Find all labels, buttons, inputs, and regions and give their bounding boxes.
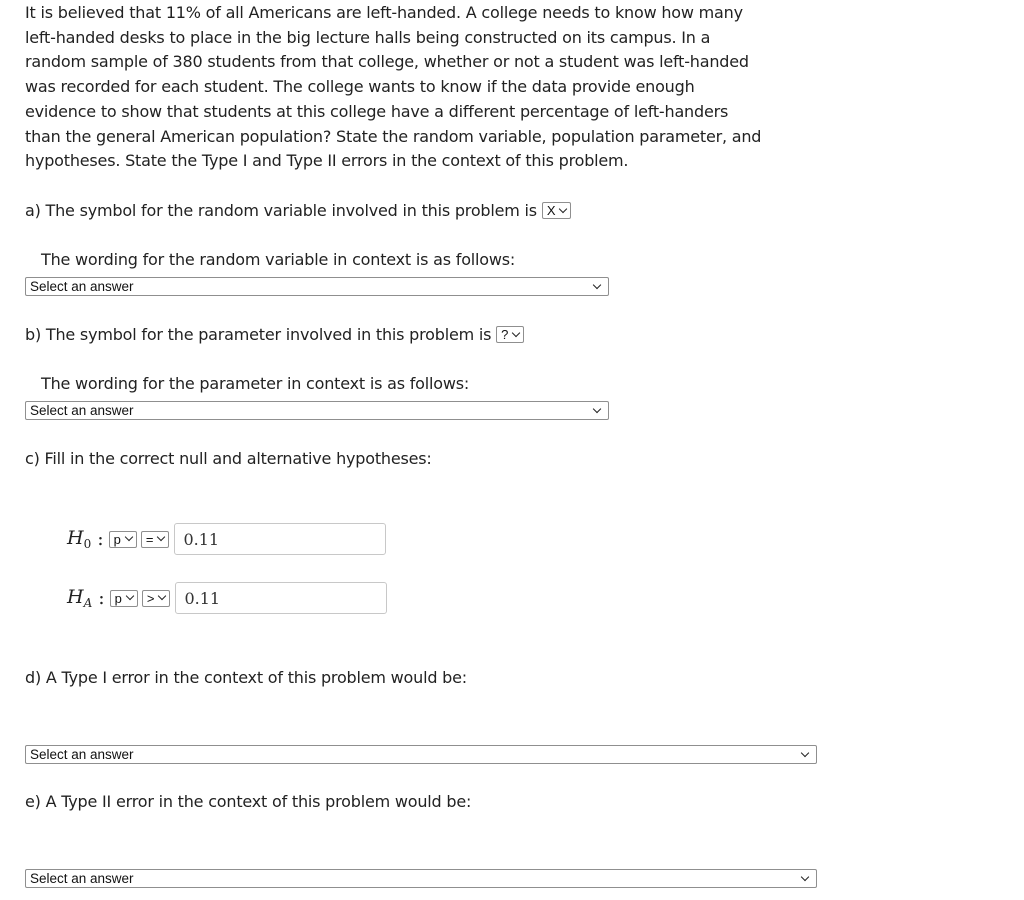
question-text: It is believed that 11% of all Americans are left-handed. A college needs to know how many left-handed desks to place in the big lecture halls being constructed on its campus. In a random sample of 380 students from that college, whether or not a student was left-handed was recorded for each student. The college wants to know if the data provide enough evidence to show that students at this college have a different percentage of left-handers than the general American population? State the random variable, population parameter, and hypotheses. State the Type I and Type II errors in the context of this problem. <box>25 3 762 171</box>
chevron-down-icon <box>125 533 133 541</box>
part-a-prompt: a) The symbol for the random variable involved in this problem is <box>25 201 537 220</box>
alternative-parameter-value: p <box>114 590 122 606</box>
parameter-symbol-select[interactable] <box>496 326 524 343</box>
alternative-value-input[interactable]: 0.11 <box>175 582 387 614</box>
chevron-down-icon <box>157 533 165 541</box>
alternative-parameter-select[interactable] <box>110 590 138 607</box>
part-a-prompt-row <box>25 200 571 222</box>
part-b-prompt-row <box>25 324 524 346</box>
chevron-down-icon <box>126 592 134 600</box>
null-hypothesis-colon: : <box>97 528 104 550</box>
random-variable-wording-value: Select an answer <box>30 279 134 294</box>
alternative-hypothesis-symbol: $H_A$ <box>67 586 93 610</box>
random-variable-symbol-value: X <box>546 203 556 218</box>
chevron-down-icon <box>801 873 809 881</box>
random-variable-wording-label: The wording for the random variable in context is as follows: <box>41 250 516 269</box>
random-variable-symbol-select[interactable] <box>542 202 571 219</box>
type-one-error-select[interactable] <box>25 745 817 764</box>
part-e-prompt: e) A Type II error in the context of this problem would be: <box>25 792 472 811</box>
chevron-down-icon <box>512 328 520 336</box>
alternative-operator-value: > <box>146 590 155 606</box>
type-two-error-value: Select an answer <box>30 871 134 886</box>
null-hypothesis-row <box>67 523 386 555</box>
null-operator-value: = <box>145 531 154 547</box>
null-value-input[interactable]: 0.11 <box>174 523 386 555</box>
alternative-operator-select[interactable] <box>142 590 171 607</box>
parameter-symbol-value: ? <box>501 327 509 342</box>
type-two-error-select[interactable] <box>25 869 817 888</box>
chevron-down-icon <box>801 749 809 757</box>
parameter-wording-label: The wording for the parameter in context is as follows: <box>41 374 470 393</box>
parameter-wording-select[interactable] <box>25 401 609 420</box>
chevron-down-icon <box>593 405 601 413</box>
null-parameter-select[interactable] <box>109 531 137 548</box>
alternative-hypothesis-row <box>67 582 387 614</box>
type-one-error-value: Select an answer <box>30 747 134 762</box>
part-b-prompt: b) The symbol for the parameter involved in this problem is <box>25 325 492 344</box>
random-variable-wording-select[interactable] <box>25 277 609 296</box>
chevron-down-icon <box>593 281 601 289</box>
chevron-down-icon <box>559 204 567 212</box>
chevron-down-icon <box>158 592 166 600</box>
null-operator-select[interactable] <box>141 531 170 548</box>
part-d-prompt: d) A Type I error in the context of this problem would be: <box>25 668 467 687</box>
alternative-hypothesis-colon: : <box>98 587 105 609</box>
null-parameter-value: p <box>113 531 121 547</box>
null-hypothesis-symbol: $H_0$ <box>67 527 92 551</box>
parameter-wording-value: Select an answer <box>30 403 134 418</box>
part-c-prompt: c) Fill in the correct null and alternative hypotheses: <box>25 449 432 468</box>
